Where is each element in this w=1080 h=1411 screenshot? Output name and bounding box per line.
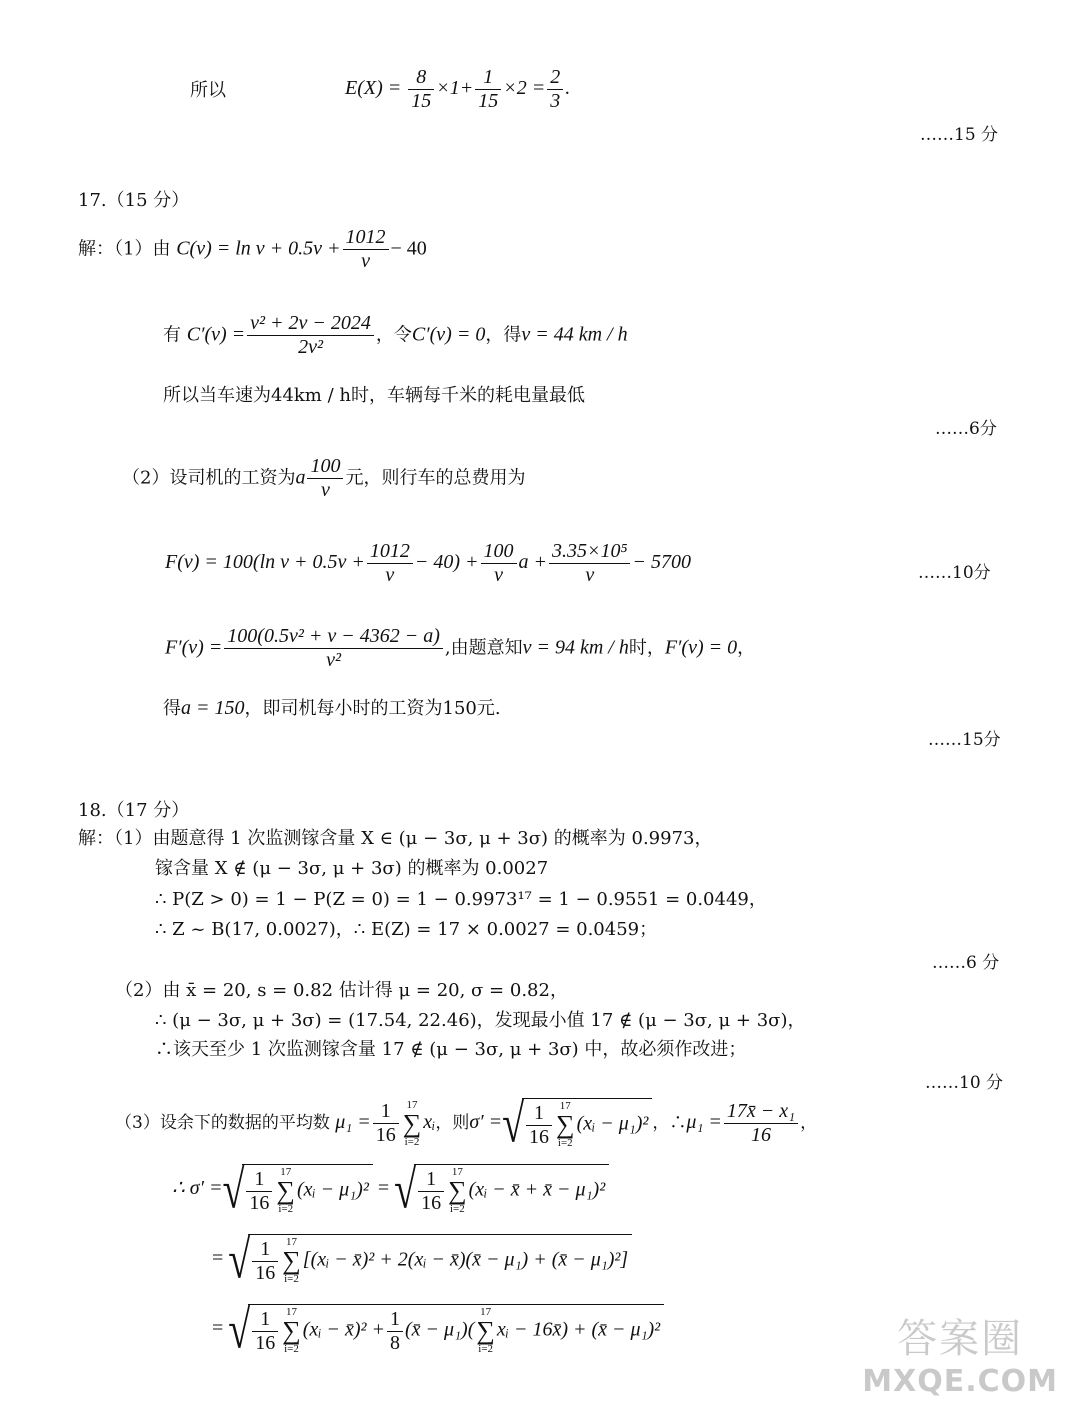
derivation-line-1: ∴ σ′ =√ $\frac{1}{16}$ 17 ∑ i=2 (xᵢ − μ₁)² = √ $\frac{1}{16}$ 17 ∑ i=2 (xᵢ − x̄ + x̄ − μ₁)² — [172, 1164, 609, 1215]
score-marker: ……15 分 — [920, 125, 999, 145]
score-marker: ……15分 — [928, 730, 1001, 750]
total-cost-formula: F(v) = 100(ln v + 0.5v + $\frac{1012}{v}$ − 40) + $\frac{100}{v}$ a + $\frac{\text{3.35×10⁵}}{v}$ − 5700 — [165, 540, 691, 586]
q17-line-1: 解：（1）由 C(v) = ln v + 0.5v + $\frac{1012}{v}$ − 40 — [78, 226, 427, 272]
score-marker: ……6 分 — [932, 953, 1000, 973]
q18-part-3: （3）设余下的数据的平均数 μ₁ = $\frac{1}{16}$ 17 ∑ i=2 xᵢ，则σ′ =√ $\frac{1}{16}$ 17 ∑ i=2 (xᵢ − μ₁)² ，∴μ₁ = $\frac{\text{17x̄ − x₁}}{16}$ ， — [115, 1092, 818, 1154]
score-marker: ……6分 — [935, 419, 997, 439]
q18-line-4: ∴ Z ~ B(17, 0.0027)，∴ E(Z) = 17 × 0.0027 = 0.0459； — [155, 919, 658, 940]
q17-part-2: （2）设司机的工资为a $\frac{100}{v}$ 元，则行车的总费用为 — [122, 455, 526, 501]
derivation-line-2: = √ $\frac{1}{16}$ 17 ∑ i=2 [(xᵢ − x̄)² + 2(xᵢ − x̄)(x̄ − μ₁) + (x̄ − μ₁)²] — [212, 1234, 632, 1285]
q17-result: 得a = 150，即司机每小时的工资为150元. — [163, 697, 501, 719]
top-lead: 所以 — [190, 80, 226, 101]
score-marker: ……10分 — [918, 563, 991, 583]
question-17-header: 17.（15 分） — [78, 190, 190, 211]
expectation-formula: E(X) = $\frac{8}{15}$ ×1+ $\frac{1}{15}$ ×2 = $\frac{2}{3}$ . — [345, 66, 571, 112]
q18-line-2: 镓含量 X ∉ (μ − 3σ, μ + 3σ) 的概率为 0.0027 — [155, 858, 549, 879]
watermark-logo: 答案圈 MXQE.COM — [862, 1316, 1058, 1399]
q18-part-2-line-2: ∴ (μ − 3σ, μ + 3σ) = (17.54, 22.46)，发现最小值 17 ∉ (μ − 3σ, μ + 3σ)， — [155, 1010, 806, 1031]
q18-line-1: 解：（1）由题意得 1 次监测镓含量 X ∈ (μ − 3σ, μ + 3σ) 的概率为 0.9973， — [78, 828, 713, 849]
q17-line-2: 有 C′(v) = $\frac{\text{v² + 2v − 2024}}{\text{2v²}}$ ，令C′(v) = 0，得v = 44 km / h — [163, 312, 628, 358]
q18-line-3: ∴ P(Z > 0) = 1 − P(Z = 0) = 1 − 0.9973¹⁷ = 1 − 0.9551 = 0.0449， — [155, 889, 767, 910]
q17-line-3: 所以当车速为44km / h时，车辆每千米的耗电量最低 — [163, 385, 585, 406]
q18-part-2-line-1: （2）由 x̄ = 20, s = 0.82 估计得 μ = 20, σ = 0.82， — [115, 980, 568, 1001]
derivation-line-3: = √ $\frac{1}{16}$ 17 ∑ i=2 (xᵢ − x̄)² + $\frac{1}{8}$ (x̄ − μ₁)( 17 ∑ i=2 xᵢ − 16x̄) + (x̄ − μ₁)² — [212, 1304, 664, 1355]
derivative-formula: F′(v) = $\frac{\text{100(0.5v² + v − 4362 − a)}}{\text{v²}}$ ,由题意知v = 94 km / h时，F′(v) = 0， — [165, 625, 756, 671]
question-18-header: 18.（17 分） — [78, 800, 190, 821]
q18-part-2-line-3: ∴该天至少 1 次监测镓含量 17 ∉ (μ − 3σ, μ + 3σ) 中，故必须作改进； — [155, 1039, 747, 1060]
score-marker: ……10 分 — [925, 1073, 1004, 1093]
